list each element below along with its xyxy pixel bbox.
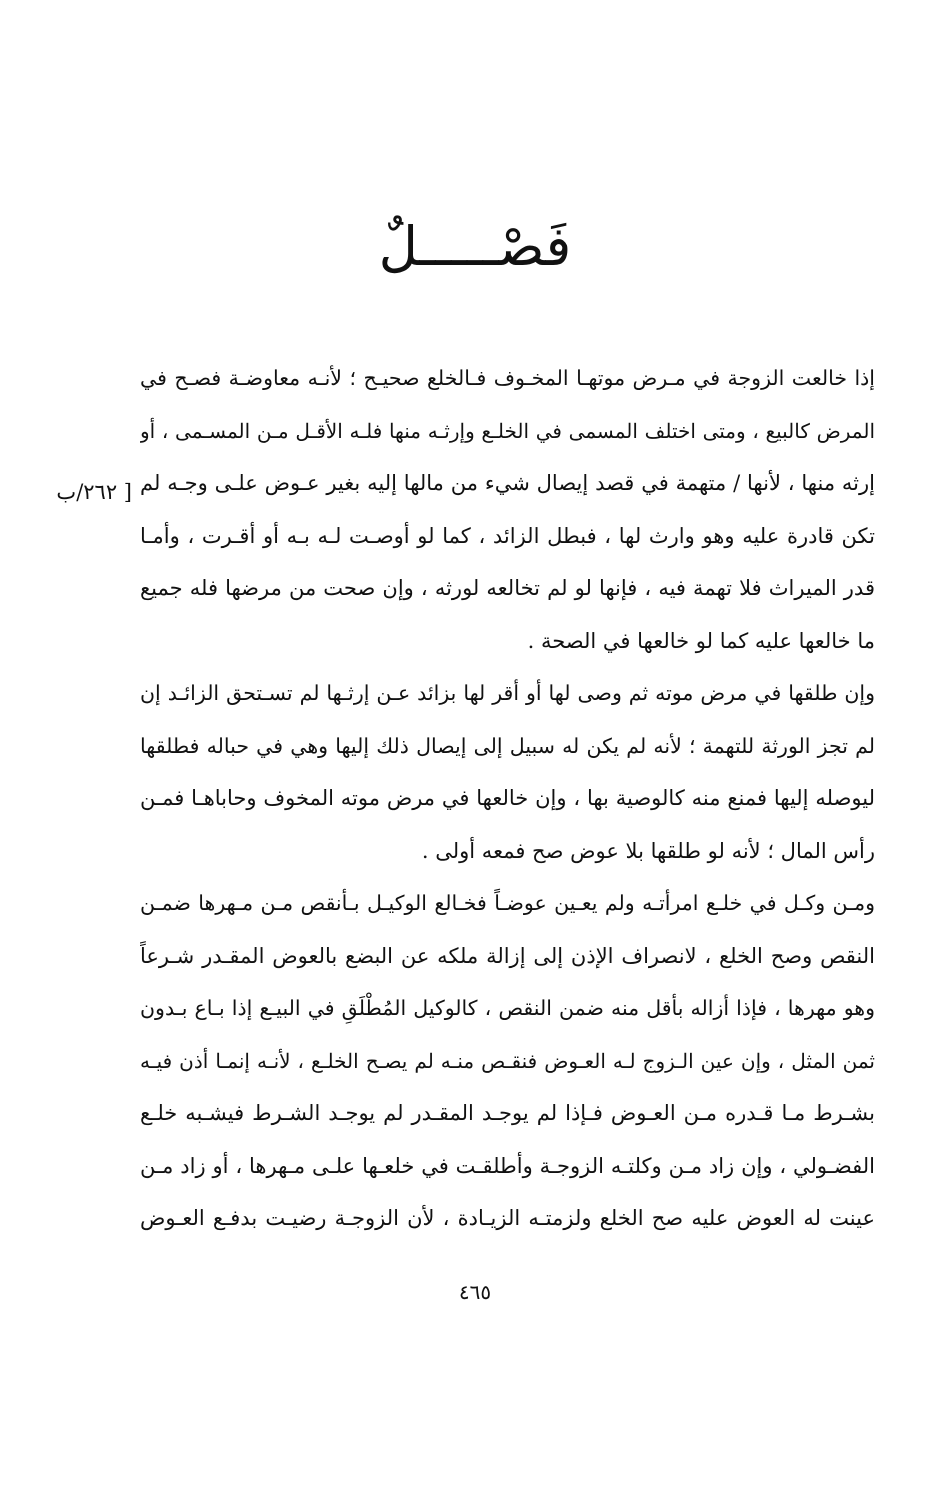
- text-line: ومـن وكـل في خلـع امرأتـه ولم يعـين عوضـاً فخـالع الوكيـل بـأنقص مـن مـهرها ضمـن: [140, 891, 875, 915]
- text-line: وإن طلقها في مرض موته ثم وصى لها أو أقر لها بزائد عـن إرثـها لم تسـتحق الزائـد إن: [140, 681, 875, 705]
- margin-folio-note: [ ٢٦٢/ب: [56, 480, 132, 504]
- text-line: تكن قادرة عليه وهو وارث لها ، فبطل الزائد ، كما لو أوصـت لـه بـه أو أقـرت ، وأمـا: [140, 523, 875, 548]
- text-line: عينت له العوض عليه صح الخلع ولزمتـه الزيـادة ، لأن الزوجـة رضيـت بدفـع العـوض: [140, 1206, 875, 1230]
- text-line: النقص وصح الخلع ، لانصراف الإذن إلى إزالة ملكه عن البضع بالعوض المقـدر شـرعاً: [140, 943, 875, 968]
- chapter-title: فَصْـــــلٌ: [378, 215, 572, 278]
- text-line: لم تجز الورثة للتهمة ؛ لأنه لم يكن له سبيل إلى إيصال ذلك إليها وهي في حباله فطلقها: [140, 733, 875, 758]
- text-line: الفضـولي ، وإن زاد مـن وكلتـه الزوجـة وأطلقـت في خلعـها علـى مـهرها ، أو زاد مـن: [140, 1153, 875, 1178]
- text-line: ما خالعها عليه كما لو خالعها في الصحة .: [527, 628, 875, 653]
- text-line: وهو مهرها ، فإذا أزاله بأقل منه ضمن النقص ، كالوكيل المُطْلَقِ في البيـع إذا بـاع بـدون: [140, 996, 875, 1020]
- text-line: إذا خالعت الزوجة في مـرض موتهـا المخـوف فـالخلع صحيـح ؛ لأنـه معاوضـة فصـح في: [140, 366, 875, 390]
- page-number: ٤٦٥: [458, 1280, 492, 1304]
- text-line: المرض كالبيع ، ومتى اختلف المسمى في الخلـع وإرثـه منها فلـه الأقـل مـن المسـمى ، أو: [140, 418, 875, 443]
- body-text: [140, 352, 875, 1245]
- text-line: ثمن المثل ، وإن عين الـزوج لـه العـوض فنقـص منـه لم يصـح الخلـع ، لأنـه إنمـا أذن فيـه: [140, 1048, 875, 1073]
- text-line: ليوصله إليها فمنع منه كالوصية بها ، وإن خالعها في مرض موته المخوف وحاباهـا فمـن: [140, 786, 875, 810]
- text-line: بشـرط مـا قـدره مـن العـوض فـإذا لم يوجـد المقـدر لم يوجـد الشـرط فيشـبه خلـع: [140, 1101, 875, 1125]
- text-line: قدر الميراث فلا تهمة فيه ، فإنها لو لم تخالعه لورثه ، وإن صحت من مرضها فله جميع: [140, 576, 875, 600]
- text-line: رأس المال ؛ لأنه لو طلقها بلا عوض صح فمعه أولى .: [421, 838, 875, 863]
- text-line: إرثه منها ، لأنها / متهمة في قصد إيصال شيء من مالها إليه بغير عـوض علـى وجـه لم: [140, 471, 875, 495]
